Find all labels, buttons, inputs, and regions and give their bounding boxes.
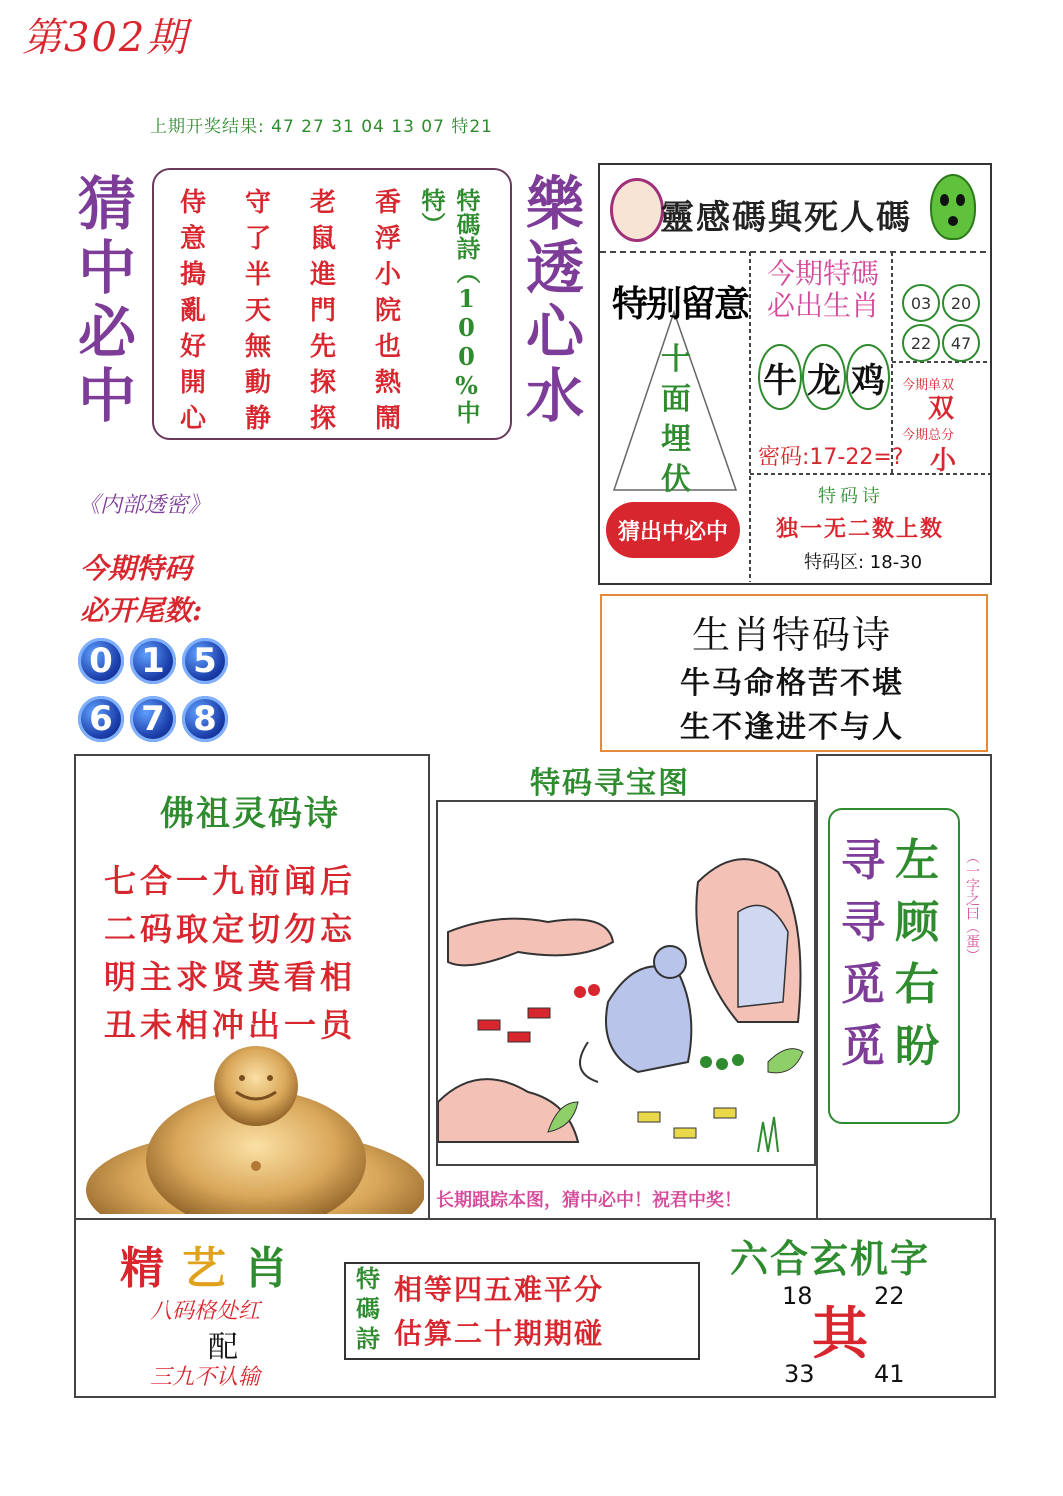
poem-char: 也 bbox=[375, 332, 402, 362]
tail-line-1: 今期特码 bbox=[80, 552, 193, 585]
poem-char: 浮 bbox=[375, 224, 402, 254]
code-circle: 22 bbox=[902, 324, 940, 362]
zodiac-oval: 鸡 bbox=[846, 344, 890, 410]
riddle-char: 觅 bbox=[841, 1021, 885, 1072]
liuhe-char: 其 bbox=[812, 1301, 868, 1367]
poem-char: 鬧 bbox=[375, 404, 402, 434]
right-vertical-title bbox=[520, 172, 590, 428]
bama-line: 八码格处红 bbox=[150, 1299, 261, 1324]
riddle-char: 觅 bbox=[841, 959, 885, 1010]
number-ball: 0 bbox=[78, 638, 124, 684]
poem-char: 老 bbox=[310, 188, 337, 218]
poem-char: 探 bbox=[310, 404, 337, 434]
title-char: 中 bbox=[77, 362, 136, 430]
guess-badge: 猜出中必中 bbox=[606, 502, 740, 558]
tail-line-2: 必开尾数: bbox=[80, 594, 203, 627]
poem-char: 意 bbox=[180, 224, 207, 254]
jing-char: 肖 bbox=[244, 1243, 306, 1294]
poem-char: 動 bbox=[245, 368, 272, 398]
issue-number: 第302期 bbox=[22, 15, 189, 61]
last-draw-result: 上期开奖结果: 47 27 31 04 13 07 特21 bbox=[150, 117, 493, 137]
liuhe-title: 六合玄机字 bbox=[730, 1236, 931, 1281]
riddle-char: 右 bbox=[895, 959, 939, 1010]
alien-face-icon bbox=[930, 174, 976, 240]
poem-char: 先 bbox=[310, 332, 337, 362]
girl-face-icon bbox=[610, 178, 664, 242]
sanjiu-line: 三九不认输 bbox=[150, 1365, 261, 1390]
poem-char: 門 bbox=[310, 296, 337, 326]
code-circle: 47 bbox=[942, 324, 980, 362]
poem-char: 鼠 bbox=[310, 224, 337, 254]
poem-side-label: 特碼詩（100%中特） bbox=[417, 188, 481, 424]
zodiac-oval: 龙 bbox=[802, 344, 846, 410]
lingma-title: 靈感碼與死人碼 bbox=[660, 198, 912, 238]
zodiac-title bbox=[758, 258, 888, 322]
poem-char: 小 bbox=[375, 260, 402, 290]
poem-char: 天 bbox=[245, 296, 272, 326]
buddha-statue-image bbox=[76, 1040, 424, 1214]
title-char: 中 bbox=[77, 234, 136, 302]
buddha-poem-line: 丑未相冲出一员 bbox=[104, 1006, 357, 1044]
label-char: 特 bbox=[356, 1264, 380, 1293]
poem-char: 亂 bbox=[180, 296, 207, 326]
zodiac-poem-line: 牛马命格苦不堪 bbox=[680, 666, 904, 701]
poem-char: 了 bbox=[245, 224, 272, 254]
triangle-char: 伏 bbox=[661, 462, 691, 497]
treasure-map-illustration bbox=[438, 802, 810, 1158]
special-zone: 特码区: 18-30 bbox=[804, 552, 923, 573]
number-ball: 7 bbox=[130, 696, 176, 742]
buddha-poem-line: 七合一九前闻后 bbox=[104, 862, 357, 900]
poem-char: 搗 bbox=[180, 260, 207, 290]
code-circle: 20 bbox=[942, 284, 980, 322]
poem-char: 侍 bbox=[180, 188, 207, 218]
poem-char: 無 bbox=[245, 332, 272, 362]
number-ball: 6 bbox=[78, 696, 124, 742]
poem-char: 熱 bbox=[375, 368, 402, 398]
special-poem-label: 特码诗 bbox=[818, 486, 884, 507]
poem-char: 心 bbox=[180, 404, 207, 434]
poem-grid bbox=[180, 182, 440, 434]
size-value: 小 bbox=[930, 446, 957, 476]
number-ball: 5 bbox=[182, 638, 228, 684]
buddha-poem-line: 二码取定切勿忘 bbox=[104, 910, 357, 948]
triangle-char: 面 bbox=[661, 382, 691, 417]
tail-title bbox=[80, 548, 202, 632]
liuhe-number: 22 bbox=[874, 1282, 905, 1310]
title-char: 水 bbox=[525, 362, 584, 430]
size-label: 今期总分 bbox=[902, 428, 955, 443]
buddha-poem-title: 佛祖灵码诗 bbox=[160, 794, 340, 834]
poem-char: 守 bbox=[245, 188, 272, 218]
zodiac-title-1: 今期特碼 bbox=[766, 257, 879, 290]
poem-char: 開 bbox=[180, 368, 207, 398]
poem-char: 半 bbox=[245, 260, 272, 290]
poem-char: 静 bbox=[245, 404, 272, 434]
riddle-column-1 bbox=[838, 830, 888, 1078]
label-char: 碼 bbox=[356, 1294, 380, 1323]
title-char: 樂 bbox=[525, 170, 584, 238]
left-vertical-title bbox=[72, 172, 142, 428]
liuhe-number: 33 bbox=[784, 1360, 815, 1388]
title-char: 必 bbox=[77, 298, 136, 366]
title-char: 透 bbox=[525, 234, 584, 302]
jing-yi-xiao-title bbox=[120, 1232, 306, 1296]
jing-char: 精 bbox=[120, 1243, 182, 1294]
number-ball: 1 bbox=[130, 638, 176, 684]
poem-char: 好 bbox=[180, 332, 207, 362]
special-poem-line: 估算二十期期碰 bbox=[394, 1317, 605, 1350]
odd-even-value: 双 bbox=[928, 394, 955, 424]
poem-char: 院 bbox=[375, 296, 402, 326]
riddle-char: 寻 bbox=[841, 835, 885, 886]
poem-char: 探 bbox=[310, 368, 337, 398]
treasure-map-caption: 长期跟踪本图，猜中必中！祝君中奖！ bbox=[436, 1190, 742, 1211]
poem-char: 香 bbox=[375, 188, 402, 218]
riddle-char: 盼 bbox=[895, 1021, 939, 1072]
insider-label: 《内部透密》 bbox=[78, 493, 211, 518]
riddle-column-2 bbox=[892, 830, 942, 1078]
jing-char: 艺 bbox=[182, 1243, 244, 1294]
special-poem-label-vertical bbox=[350, 1264, 386, 1354]
special-notice: 特别留意 bbox=[612, 283, 749, 325]
zodiac-title-2: 必出生肖 bbox=[766, 289, 879, 322]
poem-char: 進 bbox=[310, 260, 337, 290]
riddle-char: 左 bbox=[895, 835, 939, 886]
triangle-char: 十 bbox=[661, 342, 691, 377]
triangle-text bbox=[654, 340, 698, 500]
zodiac-poem-line: 生不逢进不与人 bbox=[680, 710, 904, 745]
special-poem-text: 独一无二数上数 bbox=[776, 516, 945, 542]
title-char: 心 bbox=[525, 298, 584, 366]
special-poem-line: 相等四五难平分 bbox=[394, 1273, 605, 1306]
odd-even-label: 今期单双 bbox=[902, 378, 955, 393]
treasure-map-title: 特码寻宝图 bbox=[530, 766, 690, 801]
riddle-hint: （一字之曰（蛋） bbox=[964, 850, 980, 962]
title-char: 猜 bbox=[77, 170, 136, 238]
pei-char: 配 bbox=[208, 1330, 238, 1365]
zodiac-poem-title: 生肖特码诗 bbox=[691, 613, 892, 657]
liuhe-number: 18 bbox=[782, 1282, 813, 1310]
zodiac-oval: 牛 bbox=[758, 344, 802, 410]
password-hint: 密码:17-22=? bbox=[758, 445, 904, 470]
label-char: 詩 bbox=[356, 1324, 380, 1353]
code-circle: 03 bbox=[902, 284, 940, 322]
number-ball: 8 bbox=[182, 696, 228, 742]
triangle-char: 埋 bbox=[661, 422, 691, 457]
riddle-char: 寻 bbox=[841, 897, 885, 948]
liuhe-number: 41 bbox=[874, 1360, 905, 1388]
buddha-poem-line: 明主求贤莫看相 bbox=[104, 958, 357, 996]
riddle-char: 顾 bbox=[895, 897, 939, 948]
